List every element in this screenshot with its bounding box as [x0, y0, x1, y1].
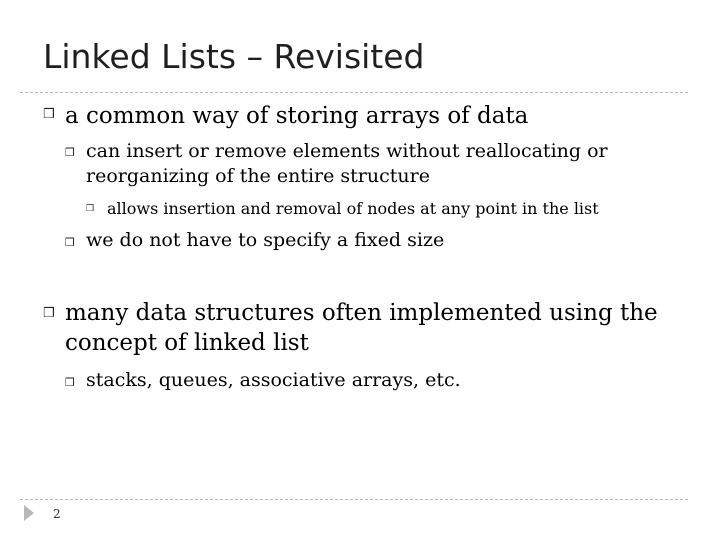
slide-title: Linked Lists – Revisited — [43, 37, 425, 76]
bullet-icon: ❒ — [65, 236, 75, 249]
footer-divider — [20, 499, 688, 500]
bullet-icon: ❒ — [65, 376, 75, 389]
bullet-text-level3: allows insertion and removal of nodes at any point in the list — [107, 199, 599, 218]
bullet-text-level2: we do not have to specify a fixed size — [86, 229, 445, 251]
bullet-icon: ❒ — [43, 306, 55, 321]
bullet-icon: ❒ — [65, 146, 75, 159]
bullet-text-level1: many data structures often implemented using the concept of linked list — [65, 300, 658, 356]
bullet-text-level2: stacks, queues, associative arrays, etc. — [86, 369, 461, 391]
bullet-icon: ❒ — [43, 107, 55, 122]
page-number: 2 — [53, 507, 61, 521]
bullet-text-level2: can insert or remove elements without reallocating or reorganizing of the entire structure — [86, 140, 608, 187]
page-marker-icon — [24, 505, 34, 521]
bullet-text-level1: a common way of storing arrays of data — [65, 103, 529, 129]
bullet-icon: ❒ — [86, 204, 95, 214]
title-divider — [20, 92, 688, 93]
